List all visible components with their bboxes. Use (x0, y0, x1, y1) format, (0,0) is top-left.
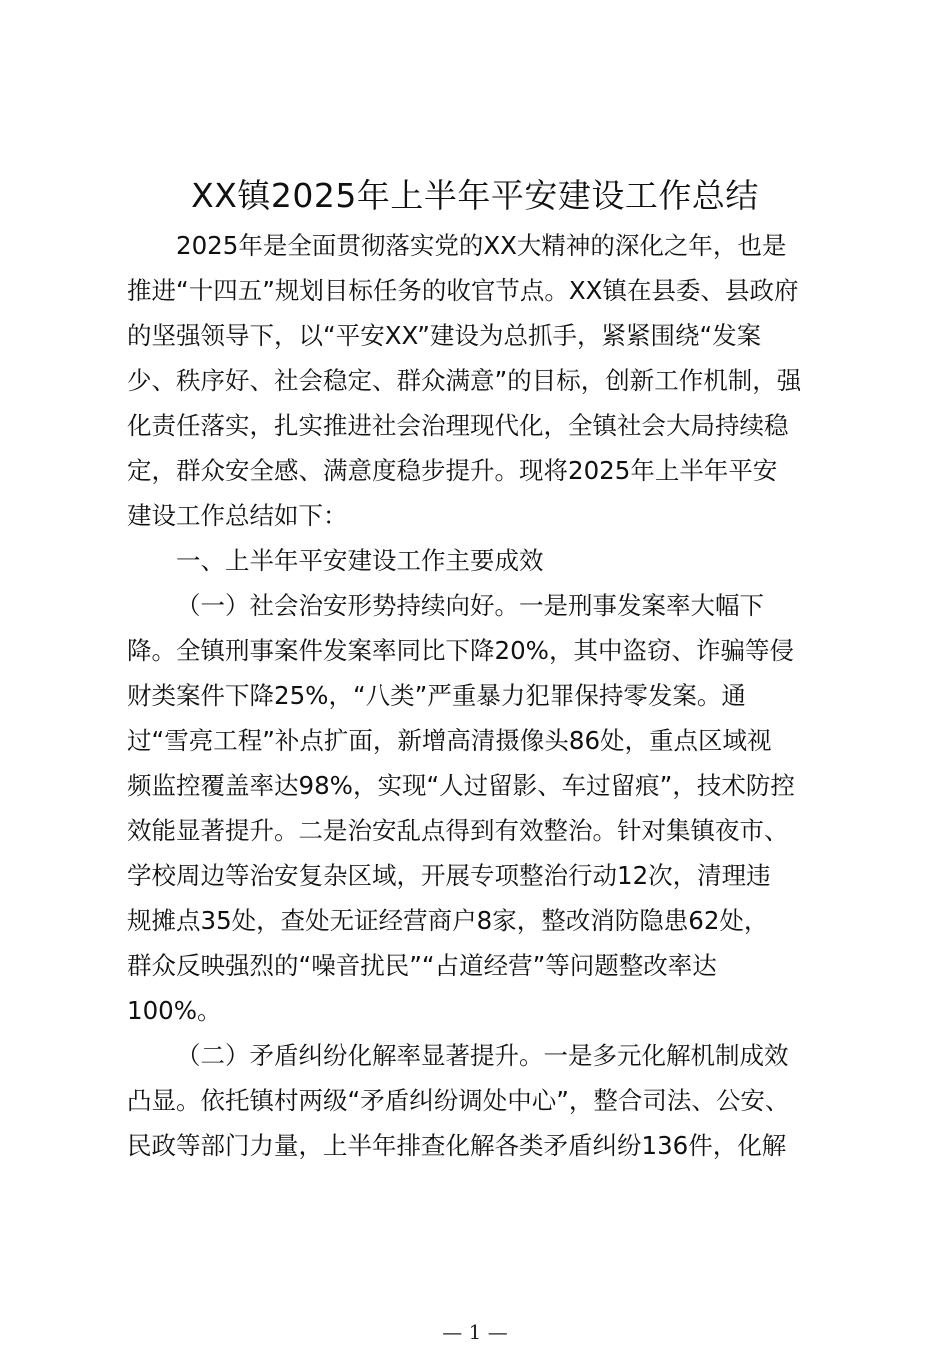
paragraph-line: 过“雪亮工程”补点扩面，新增高清摄像头86处，重点区域视 (127, 726, 772, 755)
paragraph-line: 化责任落实，扎实推进社会治理现代化，全镇社会大局持续稳 (127, 411, 789, 440)
paragraph-line: 群众反映强烈的“噪音扰民”“占道经营”等问题整改率达 (127, 951, 717, 980)
paragraph-line: 的坚强领导下，以“平安XX”建设为总抓手，紧紧围绕“发案 (127, 321, 762, 350)
paragraph-line: 频监控覆盖率达98%，实现“人过留影、车过留痕”，技术防控 (127, 771, 795, 800)
paragraph-line: 财类案件下降25%，“八类”严重暴力犯罪保持零发案。通 (127, 681, 746, 710)
document-title: XX镇2025年上半年平安建设工作总结 (191, 176, 759, 215)
section-heading: 一、上半年平安建设工作主要成效 (176, 546, 544, 575)
paragraph-line: 规摊点35处，查处无证经营商户8家，整改消防隐患62处， (127, 906, 769, 935)
paragraph-line: 效能显著提升。二是治安乱点得到有效整治。针对集镇夜市、 (127, 816, 789, 845)
paragraph-line: （二）矛盾纠纷化解率显著提升。一是多元化解机制成效 (176, 1041, 789, 1070)
paragraph-line: 100%。 (127, 996, 222, 1025)
paragraph-line: 降。全镇刑事案件发案率同比下降20%，其中盗窃、诈骗等侵 (127, 636, 794, 665)
paragraph-line: 定，群众安全感、满意度稳步提升。现将2025年上半年平安 (127, 456, 778, 485)
paragraph-line: 少、秩序好、社会稳定、群众满意”的目标，创新工作机制，强 (127, 366, 802, 395)
paragraph-line: 建设工作总结如下： (127, 501, 348, 530)
paragraph-line: 2025年是全面贯彻落实党的XX大精神的深化之年，也是 (176, 231, 787, 260)
paragraph-line: 凸显。依托镇村两级“矛盾纠纷调处中心”，整合司法、公安、 (127, 1086, 790, 1115)
paragraph-line: 学校周边等治安复杂区域，开展专项整治行动12次，清理违 (127, 861, 771, 890)
paragraph-line: 民政等部门力量，上半年排查化解各类矛盾纠纷136件，化解 (127, 1131, 787, 1160)
paragraph-line: （一）社会治安形势持续向好。一是刑事发案率大幅下 (176, 591, 764, 620)
paragraph-line: 推进“十四五”规划目标任务的收官节点。XX镇在县委、县政府 (127, 276, 799, 305)
page-number: — 1 — (442, 1320, 508, 1344)
